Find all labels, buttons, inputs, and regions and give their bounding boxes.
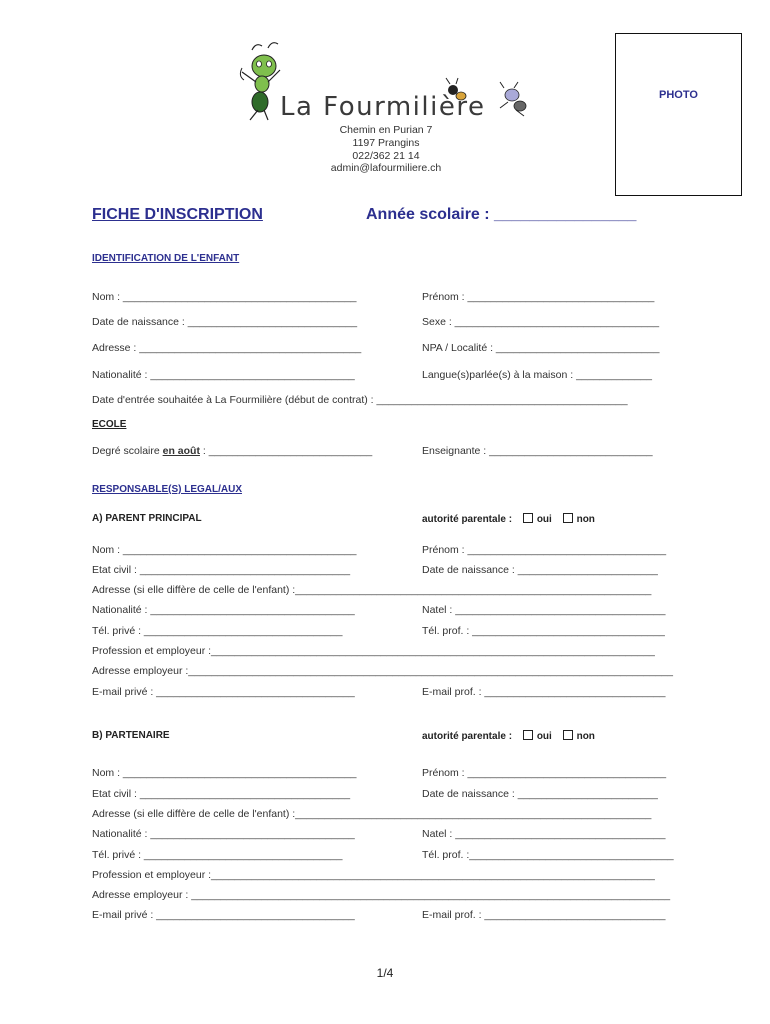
parent-nationalite-field[interactable]: Nationalité : ___________________________________ bbox=[92, 604, 355, 616]
partenaire-adresse-employeur-field[interactable]: Adresse employeur : __________________________________________________________________________________ bbox=[92, 889, 671, 901]
child-nationalite-field[interactable]: Nationalité : ___________________________________ bbox=[92, 369, 355, 381]
partenaire-autorite-non-label: non bbox=[576, 731, 595, 742]
partenaire-natel-field[interactable]: Natel : ____________________________________ bbox=[422, 828, 666, 840]
section-responsables-heading: RESPONSABLE(S) LEGAL/AUX bbox=[92, 484, 243, 495]
partenaire-autorite-oui-label: oui bbox=[536, 731, 552, 742]
school-year: Année scolaire : ________________ bbox=[366, 206, 637, 223]
child-nom-field[interactable]: Nom : ________________________________________ bbox=[92, 291, 357, 303]
parent-adresse-employeur-field[interactable]: Adresse employeur :___________________________________________________________________________________ bbox=[92, 665, 673, 677]
partenaire-autorite-oui-checkbox[interactable] bbox=[523, 730, 533, 740]
parent-autorite-non-label: non bbox=[576, 514, 595, 525]
parent-natel-field[interactable]: Natel : ____________________________________ bbox=[422, 604, 666, 616]
partenaire-adresse-field[interactable]: Adresse (si elle diffère de celle de l'enfant) :_____________________________________________________________ bbox=[92, 808, 652, 820]
partenaire-heading: B) PARTENAIRE bbox=[92, 730, 170, 741]
section-child-heading: IDENTIFICATION DE L'ENFANT bbox=[92, 253, 240, 264]
child-adresse-field[interactable]: Adresse : ______________________________________ bbox=[92, 342, 362, 354]
partenaire-autorite-group bbox=[422, 730, 595, 742]
photo-label: PHOTO bbox=[659, 89, 698, 101]
ecole-degre-field[interactable] bbox=[92, 445, 372, 457]
photo-box bbox=[615, 33, 742, 196]
child-langues-field[interactable]: Langue(s)parlée(s) à la maison : _____________ bbox=[422, 369, 652, 381]
parent-profession-field[interactable]: Profession et employeur :____________________________________________________________________________ bbox=[92, 645, 655, 657]
partenaire-nom-field[interactable]: Nom : ________________________________________ bbox=[92, 767, 357, 779]
parent-autorite-non-checkbox[interactable] bbox=[563, 513, 573, 523]
partenaire-birthdate-field[interactable]: Date de naissance : ________________________ bbox=[422, 788, 658, 800]
partenaire-autorite-non-checkbox[interactable] bbox=[563, 730, 573, 740]
email-address: admin@lafourmiliere.ch bbox=[330, 162, 442, 174]
child-date-entree-field[interactable]: Date d'entrée souhaitée à La Fourmilière (début de contrat) : ___________________________________________ bbox=[92, 394, 628, 406]
parent-tel-prof-field[interactable]: Tél. prof. : _________________________________ bbox=[422, 625, 665, 637]
parent-principal-heading: A) PARENT PRINCIPAL bbox=[92, 513, 202, 524]
logo-text: La Fourmilière bbox=[280, 92, 486, 122]
parent-adresse-field[interactable]: Adresse (si elle diffère de celle de l'enfant) :_____________________________________________________________ bbox=[92, 584, 652, 596]
partenaire-tel-prive-field[interactable]: Tél. privé : __________________________________ bbox=[92, 849, 343, 861]
partenaire-profession-field[interactable]: Profession et employeur :____________________________________________________________________________ bbox=[92, 869, 655, 881]
partenaire-tel-prof-field[interactable]: Tél. prof. :___________________________________ bbox=[422, 849, 674, 861]
child-birthdate-field[interactable]: Date de naissance : _____________________________ bbox=[92, 316, 358, 328]
parent-prenom-field[interactable]: Prénom : __________________________________ bbox=[422, 544, 667, 556]
ecole-enseignante-field[interactable]: Enseignante : ____________________________ bbox=[422, 445, 653, 457]
ecole-degre-suffix: : ____________________________ bbox=[199, 445, 373, 457]
partenaire-nationalite-field[interactable]: Nationalité : ___________________________________ bbox=[92, 828, 355, 840]
partenaire-autorite-label: autorité parentale : bbox=[422, 731, 513, 742]
ecole-degre-prefix: Degré scolaire bbox=[92, 445, 163, 457]
phone-number: 022/362 21 14 bbox=[352, 150, 420, 162]
address-line1: Chemin en Purian 7 bbox=[339, 124, 433, 136]
child-prenom-field[interactable]: Prénom : ________________________________ bbox=[422, 291, 655, 303]
page-number: 1/4 bbox=[376, 966, 394, 980]
child-npa-field[interactable]: NPA / Localité : ____________________________ bbox=[422, 342, 660, 354]
parent-email-prive-field[interactable]: E-mail privé : __________________________________ bbox=[92, 686, 355, 698]
ecole-degre-bold: en août bbox=[162, 445, 200, 457]
parent-autorite-group bbox=[422, 513, 595, 525]
parent-birthdate-field[interactable]: Date de naissance : ________________________ bbox=[422, 564, 658, 576]
parent-tel-prive-field[interactable]: Tél. privé : __________________________________ bbox=[92, 625, 343, 637]
parent-etat-civil-field[interactable]: Etat civil : ____________________________________ bbox=[92, 564, 351, 576]
partenaire-email-prive-field[interactable]: E-mail privé : __________________________________ bbox=[92, 909, 355, 921]
parent-autorite-label: autorité parentale : bbox=[422, 514, 513, 525]
parent-email-prof-field[interactable]: E-mail prof. : _______________________________ bbox=[422, 686, 666, 698]
parent-nom-field[interactable]: Nom : ________________________________________ bbox=[92, 544, 357, 556]
parent-autorite-oui-checkbox[interactable] bbox=[523, 513, 533, 523]
partenaire-email-prof-field[interactable]: E-mail prof. : _______________________________ bbox=[422, 909, 666, 921]
partenaire-prenom-field[interactable]: Prénom : __________________________________ bbox=[422, 767, 667, 779]
parent-autorite-oui-label: oui bbox=[536, 514, 552, 525]
page-title: FICHE D'INSCRIPTION bbox=[92, 206, 263, 223]
child-sexe-field[interactable]: Sexe : ___________________________________ bbox=[422, 316, 660, 328]
address-line2: 1197 Prangins bbox=[352, 137, 420, 149]
section-ecole-heading: ECOLE bbox=[92, 419, 127, 430]
partenaire-etat-civil-field[interactable]: Etat civil : ____________________________________ bbox=[92, 788, 351, 800]
